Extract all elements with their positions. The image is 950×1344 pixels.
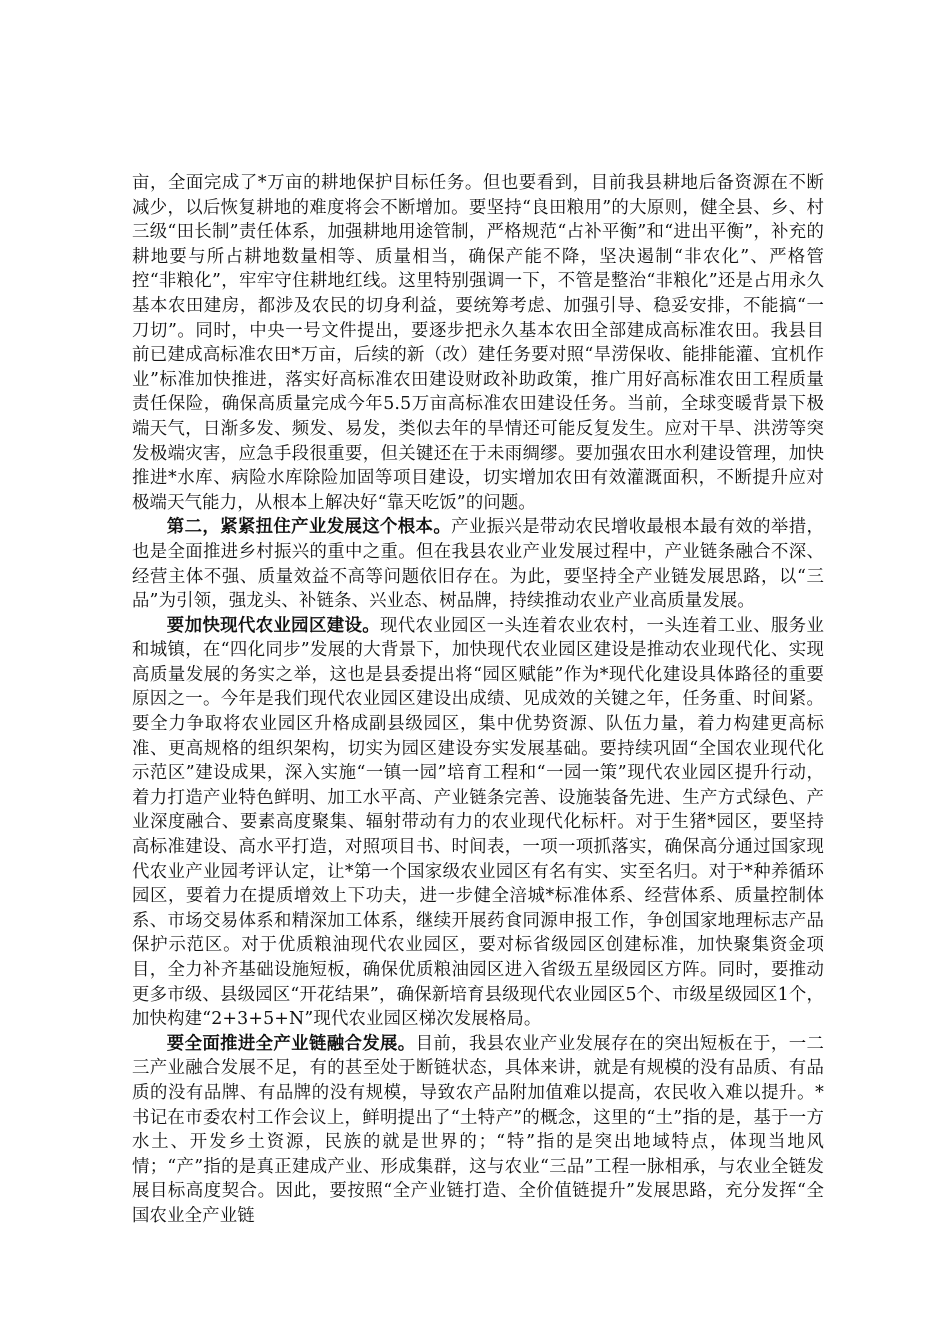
paragraph-farmland-protection (132, 171, 824, 515)
paragraph-industry-development (132, 515, 824, 613)
paragraph-lead-heading: 要全面推进全产业链融合发展。 (166, 1033, 416, 1054)
paragraph-text: 产业振兴是带动农民增收最根本最有效的举措，也是全面推进乡村振兴的重中之重。但在我县农业产业发展过程中，产业链条融合不深、经营主体不强、质量效益不高等问题依旧存在。为此，要坚持全产业链发展思路，以“三品”为引领，强龙头、补链条、兴业态、树品牌，持续推动农业产业高质量发展。 (132, 517, 824, 612)
paragraph-lead-heading: 第二，紧紧扭住产业发展这个根本。 (166, 517, 452, 538)
paragraph-text: 亩，全面完成了*万亩的耕地保护目标任务。但也要看到，目前我县耕地后备资源在不断减少，以后恢复耕地的难度将会不断增加。要坚持“良田粮用”的大原则，健全县、乡、村三级“田长制”责任体系，加强耕地用途管制，严格规范“占补平衡”和“进出平衡”，补充的耕地要与所占耕地数量相等、质量相当，确保产能不降，坚决遏制“非农化”、严格管控“非粮化”，牢牢守住耕地红线。这里特别强调一下，不管是整治“非粮化”还是占用永久基本农田建房，都涉及农民的切身利益，要统筹考虑、加强引导、稳妥安排，不能搞“一刀切”。同时，中央一号文件提出，要逐步把永久基本农田全部建成高标准农田。我县目前已建成高标准农田*万亩，后续的新（改）建任务要对照“旱涝保收、能排能灌、宜机作业”标准加快推进，落实好高标准农田建设财政补助政策，推广用好高标准农田工程质量责任保险，确保高质量完成今年5.5万亩高标准农田建设任务。当前，全球变暖背景下极端天气，日渐多发、频发、易发，类似去年的旱情还可能反复发生。应对干旱、洪涝等突发极端灾害，应急手段很重要，但关键还在于未雨绸缪。要加强农田水利建设管理，加快推进*水库、病险水库除险加固等项目建设，切实增加农田有效灌溉面积，不断提升应对极端天气能力，从根本上解决好“靠天吃饭”的问题。 (132, 173, 824, 513)
paragraph-lead-heading: 要加快现代农业园区建设。 (166, 615, 381, 636)
paragraph-agricultural-park (132, 614, 824, 1032)
document-body (132, 171, 824, 1229)
paragraph-text: 目前，我县农业产业发展存在的突出短板在于，一二三产业融合发展不足，有的甚至处于断链状态，具体来讲，就是有规模的没有品质、有品质的没有品牌、有品牌的没有规模，导致农产品附加值难以提高，农民收入难以提升。*书记在市委农村工作会议上，鲜明提出了“土特产”的概念，这里的“土”指的是，基于一方水土、开发乡土资源，民族的就是世界的；“特”指的是突出地域特点，体现当地风情；“产”指的是真正建成产业、形成集群，这与农业“三品”工程一脉相承，与农业全链发展目标高度契合。因此，要按照“全产业链打造、全价值链提升”发展思路，充分发挥“全国农业全产业链 (132, 1033, 825, 1226)
paragraph-text: 现代农业园区一头连着农业农村，一头连着工业、服务业和城镇，在“四化同步”发展的大背景下，加快现代农业园区建设是推动农业现代化、实现高质量发展的务实之举，这也是县委提出将“园区赋能”作为*现代化建设具体路径的重要原因之一。今年是我们现代农业园区建设出成绩、见成效的关键之年，任务重、时间紧。要全力争取将农业园区升格成副县级园区，集中优势资源、队伍力量，着力构建更高标准、更高规格的组织架构，切实为园区建设夯实发展基础。要持续巩固“全国农业现代化示范区”建设成果，深入实施“一镇一园”培育工程和“一园一策”现代农业园区提升行动，着力打造产业特色鲜明、加工水平高、产业链条完善、设施装备先进、生产方式绿色、产业深度融合、要素高度聚集、辐射带动有力的农业现代化标杆。对于生猪*园区，要坚持高标准建设、高水平打造，对照项目书、时间表，一项一项抓落实，确保高分通过国家现代农业产业园考评认定，让*第一个国家级农业园区有名有实、实至名归。对于*种养循环园区，要着力在提质增效上下功夫，进一步健全涪城*标准体系、经营体系、质量控制体系、市场交易体系和精深加工体系，继续开展药食同源申报工作，争创国家地理标志产品保护示范区。对于优质粮油现代农业园区，要对标省级园区创建标准，加快聚集资金项目，全力补齐基础设施短板，确保优质粮油园区进入省级五星级园区方阵。同时，要推动更多市级、县级园区“开花结果”，确保新培育县级现代农业园区5个、市级星级园区1个，加快构建“2+3+5+N”现代农业园区梯次发展格局。 (132, 615, 824, 1030)
paragraph-industry-chain (132, 1032, 824, 1229)
